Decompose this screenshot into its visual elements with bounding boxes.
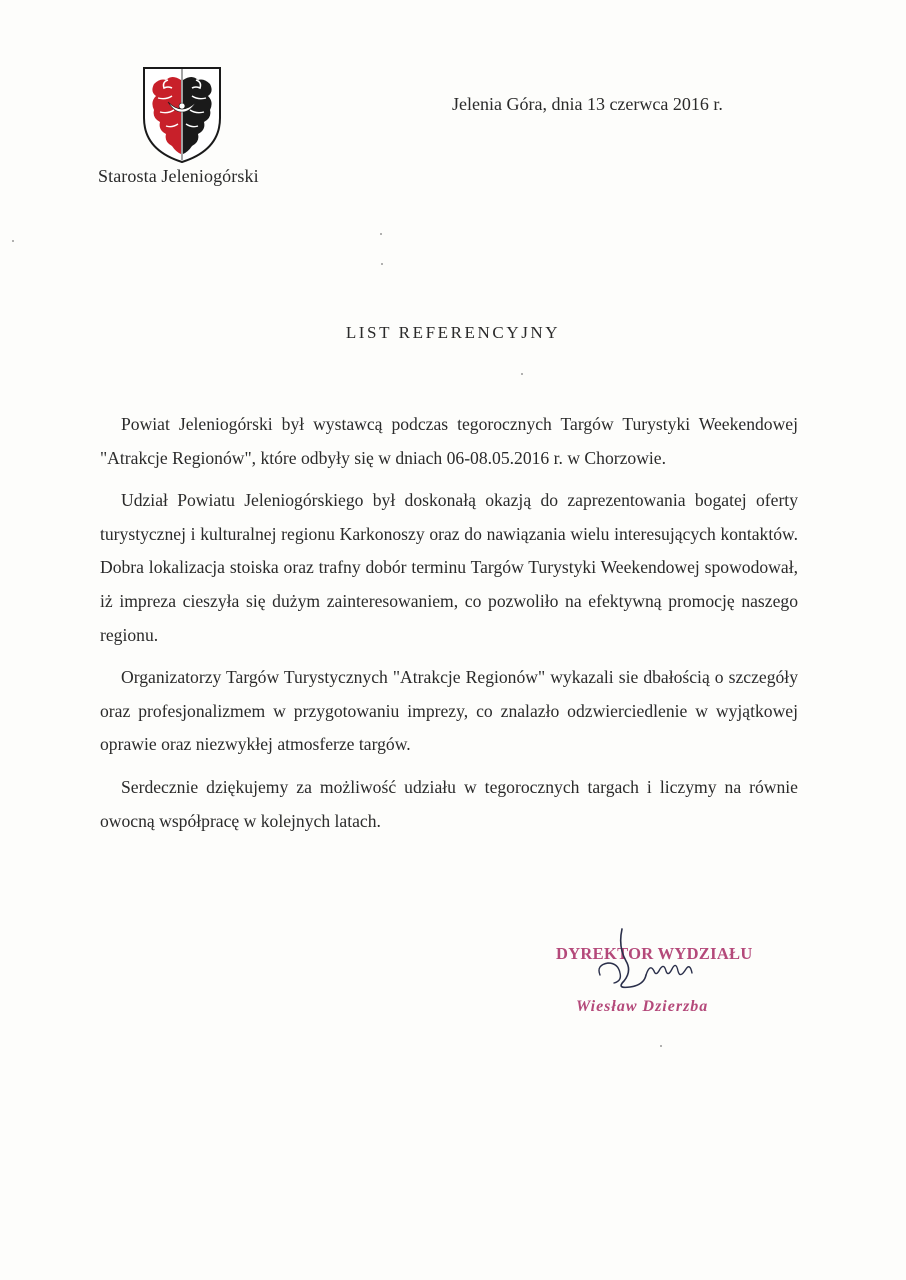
paragraph: Powiat Jeleniogórski był wystawcą podczas tegorocznych Targów Turystyki Weekendowej "Atrakcje Regionów", które odbyły się w dniach 06-08.05.2016 r. w Chorzowie. — [100, 414, 798, 468]
paragraph: Serdecznie dziękujemy za możliwość udziału w tegorocznych targach i liczymy na równie owocną współpracę w kolejnych latach. — [100, 776, 798, 831]
scan-speck — [381, 263, 383, 265]
signature-icon — [560, 925, 750, 1005]
stamp-title: DYREKTOR WYDZIAŁU — [556, 944, 753, 963]
scan-speck — [521, 373, 523, 375]
scan-speck — [380, 233, 382, 235]
coat-of-arms-icon — [142, 66, 222, 164]
scan-speck — [660, 1045, 662, 1047]
stamp-name: Wiesław Dzierzba — [576, 998, 709, 1015]
letter-body — [100, 408, 798, 847]
scan-speck — [12, 240, 14, 242]
date-line: Jelenia Góra, dnia 13 czerwca 2016 r. — [452, 94, 723, 114]
issuer-name: Starosta Jeleniogórski — [98, 166, 259, 186]
document-title: LIST REFERENCYJNY — [345, 323, 561, 342]
paragraph: Organizatorzy Targów Turystycznych "Atrakcje Regionów" wykazali sie dbałością o szczegóły oraz profesjonalizmem w przygotowaniu imprezy, co znalazło odzwierciedlenie w wyjątkowej oprawie oraz niezwykłej atmosferze targów. — [100, 667, 798, 755]
paragraph: Udział Powiatu Jeleniogórskiego był doskonałą okazją do zaprezentowania bogatej oferty turystycznej i kulturalnej regionu Karkonoszy oraz do nawiązania wielu interesujących kontaktów. Dobra lokalizacja stoiska oraz trafny dobór terminu Targów Turystyki Weekendowej spowodował, iż impreza cieszyła się dużym zainteresowaniem, co pozwoliło na efektywną promocję naszego regionu. — [100, 490, 798, 645]
